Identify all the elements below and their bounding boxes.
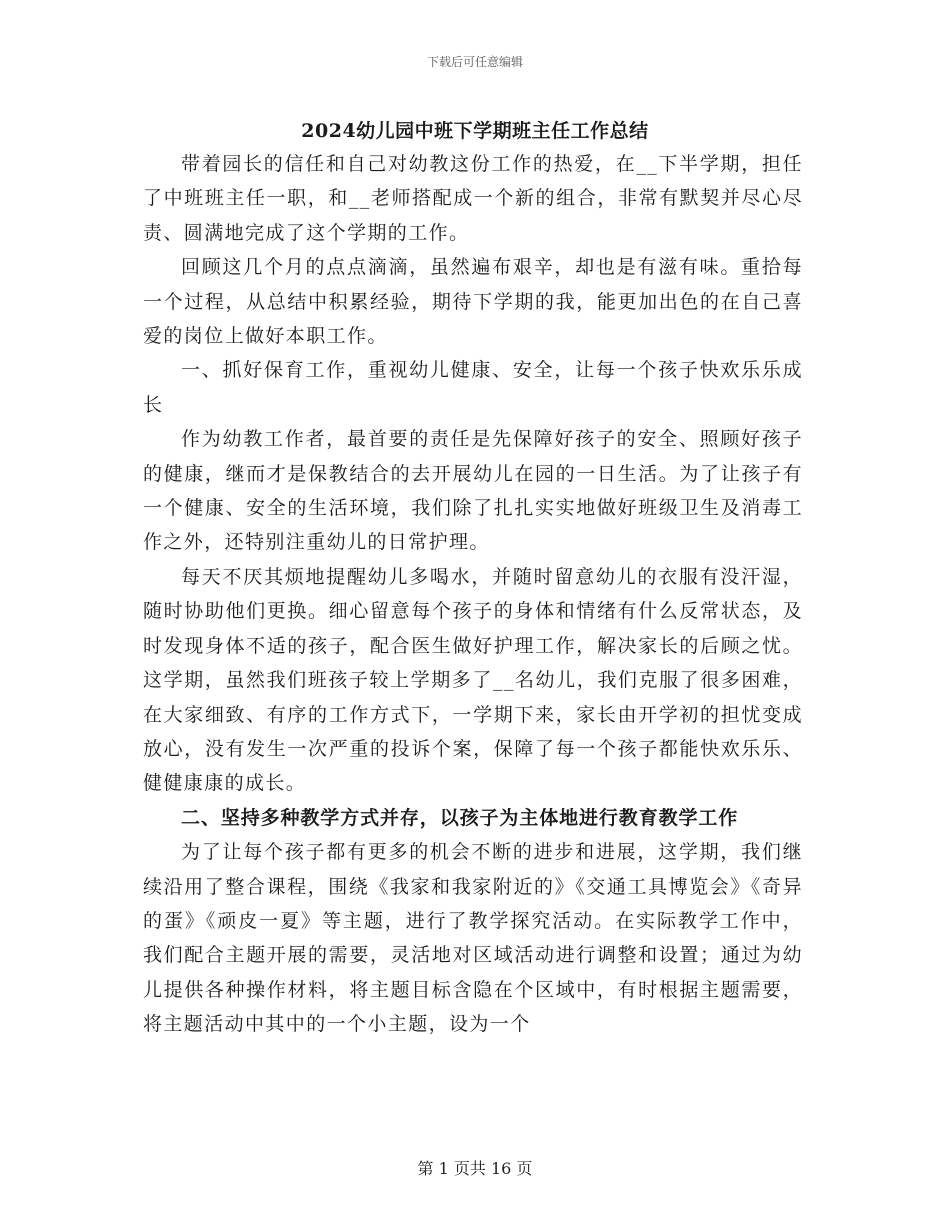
document-body	[143, 147, 803, 1042]
paragraph-intro: 带着园长的信任和自己对幼教这份工作的热爱，在__下半学期，担任了中班班主任一职，和__老师搭配成一个新的组合，非常有默契并尽心尽责、圆满地完成了这个学期的工作。	[143, 153, 803, 244]
document-title: 2024幼儿园中班下学期班主任工作总结	[301, 120, 649, 142]
paragraph-review: 回顾这几个月的点点滴滴，虽然遍布艰辛，却也是有滋有味。重拾每一个过程，从总结中积累经验，期待下学期的我，能更加出色的在自己喜爱的岗位上做好本职工作。	[143, 256, 803, 348]
page-footer: 第 1 页共 16 页	[417, 1159, 533, 1178]
section-heading-1: 一、抓好保育工作，重视幼儿健康、安全，让每一个孩子快欢乐乐成长	[143, 359, 803, 416]
paragraph-daily-care: 每天不厌其烦地提醒幼儿多喝水，并随时留意幼儿的衣服有没汗湿，随时协助他们更换。细心留意每个孩子的身体和情绪有什么反常状态，及时发现身体不适的孩子，配合医生做好护理工作，解决家长的后顾之忧。这学期，虽然我们班孩子较上学期多了__名幼儿，我们克服了很多困难，在大家细致、有序的工作方式下，一学期下来，家长由开学初的担忧变成放心，没有发生一次严重的投诉个案，保障了每一个孩子都能快欢乐乐、健健康康的成长。	[143, 565, 803, 795]
header-note: 下载后可任意编辑	[426, 55, 523, 69]
section-heading-2: 二、坚持多种教学方式并存，以孩子为主体地进行教育教学工作	[181, 806, 739, 829]
paragraph-teaching: 为了让每个孩子都有更多的机会不断的进步和进展，这学期，我们继续沿用了整合课程，围绕《我家和我家附近的》《交通工具博览会》《奇异的蛋》《顽皮一夏》等主题，进行了教学探究活动。在实际教学工作中，我们配合主题开展的需要，灵活地对区域活动进行调整和设置；通过为幼儿提供各种操作材料，将主题目标含隐在个区域中，有时根据主题需要，将主题活动中其中的一个小主题，设为一个	[143, 841, 803, 1036]
paragraph-safety: 作为幼教工作者，最首要的责任是先保障好孩子的安全、照顾好孩子的健康，继而才是保教结合的去开展幼儿在园的一日生活。为了让孩子有一个健康、安全的生活环境，我们除了扎扎实实地做好班级卫生及消毒工作之外，还特别注重幼儿的日常护理。	[143, 428, 803, 554]
